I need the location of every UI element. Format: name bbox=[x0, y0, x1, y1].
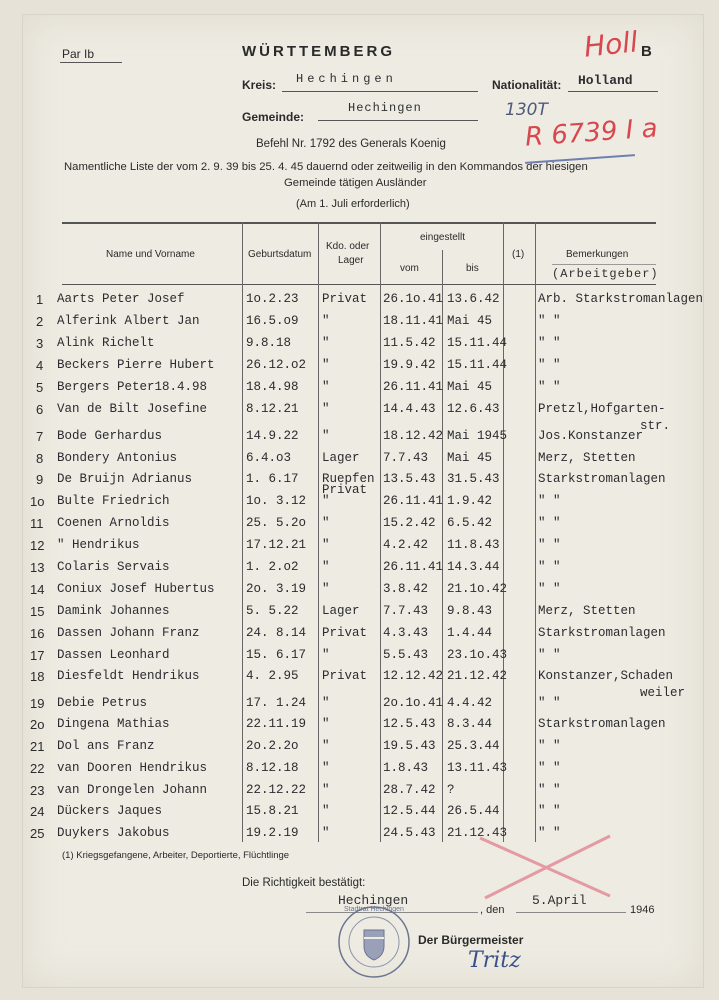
kdo-or-camp: " bbox=[322, 717, 330, 731]
birth-date: 19.2.19 bbox=[246, 826, 299, 840]
employed-until: 1.4.44 bbox=[447, 626, 493, 640]
birth-date: 14.9.22 bbox=[246, 429, 299, 443]
kdo-or-camp: " bbox=[322, 783, 330, 797]
place-value: Hechingen bbox=[338, 893, 409, 908]
person-name: Dingena Mathias bbox=[57, 717, 170, 731]
employed-from: 4.3.43 bbox=[383, 626, 429, 640]
row-number: 1 bbox=[36, 292, 44, 307]
employed-until: Mai 45 bbox=[447, 314, 493, 328]
row-number: 12 bbox=[30, 538, 45, 553]
birth-date: 5. 5.22 bbox=[246, 604, 299, 618]
birth-date: 1o. 3.12 bbox=[246, 494, 307, 508]
employed-until: 21.1o.42 bbox=[447, 582, 508, 596]
table-row bbox=[0, 336, 719, 356]
kdo-or-camp: " bbox=[322, 380, 330, 394]
table-row bbox=[0, 451, 719, 471]
row-number: 15 bbox=[30, 604, 45, 619]
remarks: Starkstromanlagen bbox=[538, 717, 666, 731]
employed-until: 9.8.43 bbox=[447, 604, 493, 618]
table-row bbox=[0, 292, 719, 312]
birth-date: 17.12.21 bbox=[246, 538, 307, 552]
nationality-label: Nationalität: bbox=[492, 78, 562, 92]
col-header-to: bis bbox=[466, 263, 479, 274]
person-name: Bergers Peter18.4.98 bbox=[57, 380, 208, 394]
remarks: " " bbox=[538, 516, 561, 530]
kdo-or-camp: " bbox=[322, 314, 330, 328]
col-header-remarks: Bemerkungen bbox=[566, 249, 629, 260]
row-number: 11 bbox=[30, 516, 44, 531]
employed-until: ? bbox=[447, 783, 455, 797]
remarks-second-line: weiler bbox=[640, 686, 686, 700]
person-name: Duykers Jakobus bbox=[57, 826, 170, 840]
row-number: 1o bbox=[30, 494, 45, 509]
kdo-or-camp: " bbox=[322, 494, 330, 508]
person-name: Debie Petrus bbox=[57, 696, 148, 710]
table-row bbox=[0, 358, 719, 378]
birth-date: 22.11.19 bbox=[246, 717, 307, 731]
kdo-or-camp: " bbox=[322, 336, 330, 350]
par-underline bbox=[60, 62, 122, 63]
col-header-kdo-1: Kdo. oder bbox=[326, 241, 370, 252]
nationality-value: Holland bbox=[578, 73, 633, 88]
employed-from: 5.5.43 bbox=[383, 648, 429, 662]
kdo-or-camp: Lager bbox=[322, 604, 360, 618]
kdo-or-camp: " bbox=[322, 582, 330, 596]
col-header-name: Name und Vorname bbox=[106, 249, 195, 260]
person-name: Diesfeldt Hendrikus bbox=[57, 669, 200, 683]
birth-date: 1. 6.17 bbox=[246, 472, 299, 486]
employed-from: 28.7.42 bbox=[383, 783, 436, 797]
employer-line bbox=[552, 264, 656, 265]
employed-until: Mai 1945 bbox=[447, 429, 508, 443]
kdo-or-camp: " bbox=[322, 516, 330, 530]
employed-from: 11.5.42 bbox=[383, 336, 436, 350]
handwritten-code-130t: 130T bbox=[505, 100, 548, 120]
employed-from: 24.5.43 bbox=[383, 826, 436, 840]
table-row bbox=[0, 380, 719, 400]
table-row bbox=[0, 402, 719, 433]
date-prefix: , den bbox=[480, 904, 505, 916]
row-number: 23 bbox=[30, 783, 45, 798]
birth-date: 8.12.21 bbox=[246, 402, 299, 416]
person-name: van Drongelen Johann bbox=[57, 783, 208, 797]
kdo-or-camp: " bbox=[322, 826, 330, 840]
employed-until: 15.11.44 bbox=[447, 336, 508, 350]
employed-from: 14.4.43 bbox=[383, 402, 436, 416]
col-header-birth: Geburtsdatum bbox=[248, 249, 312, 260]
handwritten-reference: R 6739 I a bbox=[524, 113, 659, 153]
col-header-employer: (Arbeitgeber) bbox=[552, 267, 659, 281]
person-name: Bulte Friedrich bbox=[57, 494, 170, 508]
table-row bbox=[0, 696, 719, 716]
list-description-2: Gemeinde tätigen Ausländer bbox=[284, 177, 427, 189]
employed-from: 12.5.44 bbox=[383, 804, 436, 818]
birth-date: 15. 6.17 bbox=[246, 648, 307, 662]
remarks: " " bbox=[538, 826, 561, 840]
person-name: Aarts Peter Josef bbox=[57, 292, 185, 306]
employed-until: Mai 45 bbox=[447, 380, 493, 394]
kdo-or-camp: " bbox=[322, 739, 330, 753]
employed-from: 7.7.43 bbox=[383, 604, 429, 618]
row-number: 24 bbox=[30, 804, 45, 819]
employed-from: 26.11.41 bbox=[383, 494, 444, 508]
birth-date: 22.12.22 bbox=[246, 783, 307, 797]
footnote: (1) Kriegsgefangene, Arbeiter, Deportierte, Flüchtlinge bbox=[62, 850, 290, 861]
birth-date: 1. 2.o2 bbox=[246, 560, 299, 574]
employed-until: 31.5.43 bbox=[447, 472, 500, 486]
employed-from: 18.12.42 bbox=[383, 429, 444, 443]
person-name: Dassen Johann Franz bbox=[57, 626, 200, 640]
person-name: Bode Gerhardus bbox=[57, 429, 163, 443]
employed-from: 7.7.43 bbox=[383, 451, 429, 465]
red-cross-mark bbox=[470, 826, 620, 906]
employed-until: 13.11.43 bbox=[447, 761, 508, 775]
birth-date: 26.12.o2 bbox=[246, 358, 307, 372]
kdo-or-camp: Privat bbox=[322, 626, 368, 640]
kdo-or-camp: Privat bbox=[322, 292, 368, 306]
row-number: 7 bbox=[36, 429, 44, 444]
handwritten-holl: Holl bbox=[582, 25, 640, 64]
employed-until: 4.4.42 bbox=[447, 696, 493, 710]
row-number: 5 bbox=[36, 380, 44, 395]
birth-date: 9.8.18 bbox=[246, 336, 292, 350]
birth-date: 16.5.o9 bbox=[246, 314, 299, 328]
employed-from: 15.2.42 bbox=[383, 516, 436, 530]
table-row bbox=[0, 739, 719, 759]
remarks: " " bbox=[538, 739, 561, 753]
official-seal bbox=[336, 904, 412, 980]
kdo-or-camp: " bbox=[322, 402, 330, 416]
person-name: Dückers Jaques bbox=[57, 804, 163, 818]
employed-from: 13.5.43 bbox=[383, 472, 436, 486]
kdo-or-camp: Ruepfen bbox=[322, 472, 375, 486]
employed-from: 1.8.43 bbox=[383, 761, 429, 775]
gemeinde-underline bbox=[318, 120, 478, 121]
remarks: " " bbox=[538, 538, 561, 552]
employed-until: 12.6.43 bbox=[447, 402, 500, 416]
birth-date: 18.4.98 bbox=[246, 380, 299, 394]
table-row bbox=[0, 604, 719, 624]
kdo-or-camp: " bbox=[322, 538, 330, 552]
person-name: Coniux Josef Hubertus bbox=[57, 582, 215, 596]
remarks: Starkstromanlagen bbox=[538, 472, 666, 486]
table-row bbox=[0, 494, 719, 514]
employed-until: 13.6.42 bbox=[447, 292, 500, 306]
kdo-or-camp: " bbox=[322, 761, 330, 775]
employed-until: 25.3.44 bbox=[447, 739, 500, 753]
person-name: " Hendrikus bbox=[57, 538, 140, 552]
employed-from: 19.5.43 bbox=[383, 739, 436, 753]
table-header-rule bbox=[62, 284, 656, 285]
remarks: " " bbox=[538, 560, 561, 574]
person-name: Colaris Servais bbox=[57, 560, 170, 574]
table-row bbox=[0, 761, 719, 781]
confirmation-label: Die Richtigkeit bestätigt: bbox=[242, 877, 366, 889]
employed-from: 12.5.43 bbox=[383, 717, 436, 731]
birth-date: 25. 5.2o bbox=[246, 516, 307, 530]
remarks: " " bbox=[538, 761, 561, 775]
required-note: (Am 1. Juli erforderlich) bbox=[296, 198, 410, 210]
remarks: Starkstromanlagen bbox=[538, 626, 666, 640]
table-row bbox=[0, 804, 719, 824]
table-row bbox=[0, 717, 719, 737]
employed-until: 15.11.44 bbox=[447, 358, 508, 372]
person-name: De Bruijn Adrianus bbox=[57, 472, 193, 486]
kreis-label: Kreis: bbox=[242, 78, 277, 92]
remarks: Arb. Starkstromanlagen bbox=[538, 292, 704, 306]
kdo-or-camp: " bbox=[322, 560, 330, 574]
person-name: Van de Bilt Josefine bbox=[57, 402, 208, 416]
person-name: Alferink Albert Jan bbox=[57, 314, 200, 328]
employed-from: 4.2.42 bbox=[383, 538, 429, 552]
employed-until: 11.8.43 bbox=[447, 538, 500, 552]
table-row bbox=[0, 516, 719, 536]
col-header-kdo-2: Lager bbox=[338, 255, 364, 266]
date-underline bbox=[516, 912, 626, 913]
row-number: 17 bbox=[30, 648, 45, 663]
remarks: Jos.Konstanzer bbox=[538, 429, 644, 443]
col-header-note: (1) bbox=[512, 249, 525, 260]
employed-until: 23.1o.43 bbox=[447, 648, 508, 662]
employed-until: 21.12.42 bbox=[447, 669, 508, 683]
table-row bbox=[0, 626, 719, 646]
kreis-value: Hechingen bbox=[296, 72, 397, 86]
remarks: " " bbox=[538, 494, 561, 508]
date-value: 5.April bbox=[532, 893, 587, 908]
row-number: 2 bbox=[36, 314, 44, 329]
employed-from: 12.12.42 bbox=[383, 669, 444, 683]
list-description-1: Namentliche Liste der vom 2. 9. 39 bis 25. 4. 45 dauernd oder zeitweilig in den Kommandos der hiesigen bbox=[64, 161, 588, 173]
birth-date: 1o.2.23 bbox=[246, 292, 299, 306]
employed-until: 14.3.44 bbox=[447, 560, 500, 574]
row-number: 9 bbox=[36, 472, 44, 487]
table-row bbox=[0, 648, 719, 668]
person-name: Dassen Leonhard bbox=[57, 648, 170, 662]
remarks: " " bbox=[538, 783, 561, 797]
birth-date: 24. 8.14 bbox=[246, 626, 307, 640]
birth-date: 6.4.o3 bbox=[246, 451, 292, 465]
employed-until: 1.9.42 bbox=[447, 494, 493, 508]
birth-date: 8.12.18 bbox=[246, 761, 299, 775]
remarks-second-line: str. bbox=[640, 419, 671, 433]
employed-from: 26.11.41 bbox=[383, 560, 444, 574]
person-name: Bondery Antonius bbox=[57, 451, 178, 465]
employed-from: 26.11.41 bbox=[383, 380, 444, 394]
kdo-or-camp-second: Privat bbox=[322, 483, 368, 497]
row-number: 22 bbox=[30, 761, 45, 776]
par-label: Par Ib bbox=[62, 47, 95, 61]
state-title: WÜRTTEMBERG bbox=[242, 43, 395, 60]
row-number: 8 bbox=[36, 451, 44, 466]
remarks: " " bbox=[538, 358, 561, 372]
col-header-from: vom bbox=[400, 263, 419, 274]
remarks: " " bbox=[538, 648, 561, 662]
kdo-or-camp: " bbox=[322, 358, 330, 372]
year-value: 1946 bbox=[630, 904, 655, 916]
row-number: 14 bbox=[30, 582, 45, 597]
remarks: " " bbox=[538, 380, 561, 394]
kdo-or-camp: " bbox=[322, 429, 330, 443]
table-row bbox=[0, 783, 719, 803]
kdo-or-camp: " bbox=[322, 648, 330, 662]
person-name: van Dooren Hendrikus bbox=[57, 761, 208, 775]
row-number: 6 bbox=[36, 402, 44, 417]
employed-until: 8.3.44 bbox=[447, 717, 493, 731]
birth-date: 17. 1.24 bbox=[246, 696, 307, 710]
remarks: " " bbox=[538, 804, 561, 818]
employed-from: 2o.1o.41 bbox=[383, 696, 444, 710]
remarks: " " bbox=[538, 314, 561, 328]
employed-until: Mai 45 bbox=[447, 451, 493, 465]
kdo-or-camp: " bbox=[322, 804, 330, 818]
person-name: Damink Johannes bbox=[57, 604, 170, 618]
remarks: Pretzl,Hofgarten- bbox=[538, 402, 666, 416]
table-top-rule bbox=[62, 222, 656, 224]
row-number: 4 bbox=[36, 358, 44, 373]
person-name: Coenen Arnoldis bbox=[57, 516, 170, 530]
remarks: " " bbox=[538, 336, 561, 350]
remarks: Merz, Stetten bbox=[538, 604, 636, 618]
employed-until: 6.5.42 bbox=[447, 516, 493, 530]
table-row bbox=[0, 314, 719, 334]
employed-until: 26.5.44 bbox=[447, 804, 500, 818]
employed-from: 19.9.42 bbox=[383, 358, 436, 372]
table-row bbox=[0, 472, 719, 497]
nationality-underline bbox=[568, 91, 658, 92]
table-row bbox=[0, 429, 719, 449]
row-number: 3 bbox=[36, 336, 44, 351]
table-row bbox=[0, 560, 719, 580]
employed-from: 18.11.41 bbox=[383, 314, 444, 328]
row-number: 21 bbox=[30, 739, 45, 754]
table-row bbox=[0, 538, 719, 558]
person-name: Dol ans Franz bbox=[57, 739, 155, 753]
person-name: Beckers Pierre Hubert bbox=[57, 358, 215, 372]
person-name: Alink Richelt bbox=[57, 336, 155, 350]
gemeinde-label: Gemeinde: bbox=[242, 110, 305, 124]
employed-from: 26.1o.41 bbox=[383, 292, 444, 306]
seal-text: Stadtrat Hechingen bbox=[344, 906, 404, 913]
zone-letter: B bbox=[641, 43, 652, 60]
remarks: Konstanzer,Schaden bbox=[538, 669, 674, 683]
order-line: Befehl Nr. 1792 des Generals Koenig bbox=[256, 138, 446, 150]
mayor-label: Der Bürgermeister bbox=[418, 933, 524, 947]
table-row bbox=[0, 669, 719, 700]
birth-date: 4. 2.95 bbox=[246, 669, 299, 683]
kreis-underline bbox=[282, 91, 478, 92]
remarks: " " bbox=[538, 582, 561, 596]
gemeinde-value: Hechingen bbox=[348, 101, 422, 115]
col-header-employed: eingestellt bbox=[420, 232, 466, 243]
row-number: 25 bbox=[30, 826, 45, 841]
row-number: 2o bbox=[30, 717, 45, 732]
table-row bbox=[0, 582, 719, 602]
remarks: Merz, Stetten bbox=[538, 451, 636, 465]
birth-date: 15.8.21 bbox=[246, 804, 299, 818]
kdo-or-camp: Lager bbox=[322, 451, 360, 465]
row-number: 13 bbox=[30, 560, 45, 575]
mayor-signature: Tritz bbox=[468, 948, 521, 973]
row-number: 19 bbox=[30, 696, 45, 711]
birth-date: 2o.2.2o bbox=[246, 739, 299, 753]
employed-until: 21.12.43 bbox=[447, 826, 508, 840]
row-number: 18 bbox=[30, 669, 45, 684]
employed-from: 3.8.42 bbox=[383, 582, 429, 596]
kdo-or-camp: Privat bbox=[322, 669, 368, 683]
kdo-or-camp: " bbox=[322, 696, 330, 710]
remarks: " " bbox=[538, 696, 561, 710]
row-number: 16 bbox=[30, 626, 45, 641]
birth-date: 2o. 3.19 bbox=[246, 582, 307, 596]
